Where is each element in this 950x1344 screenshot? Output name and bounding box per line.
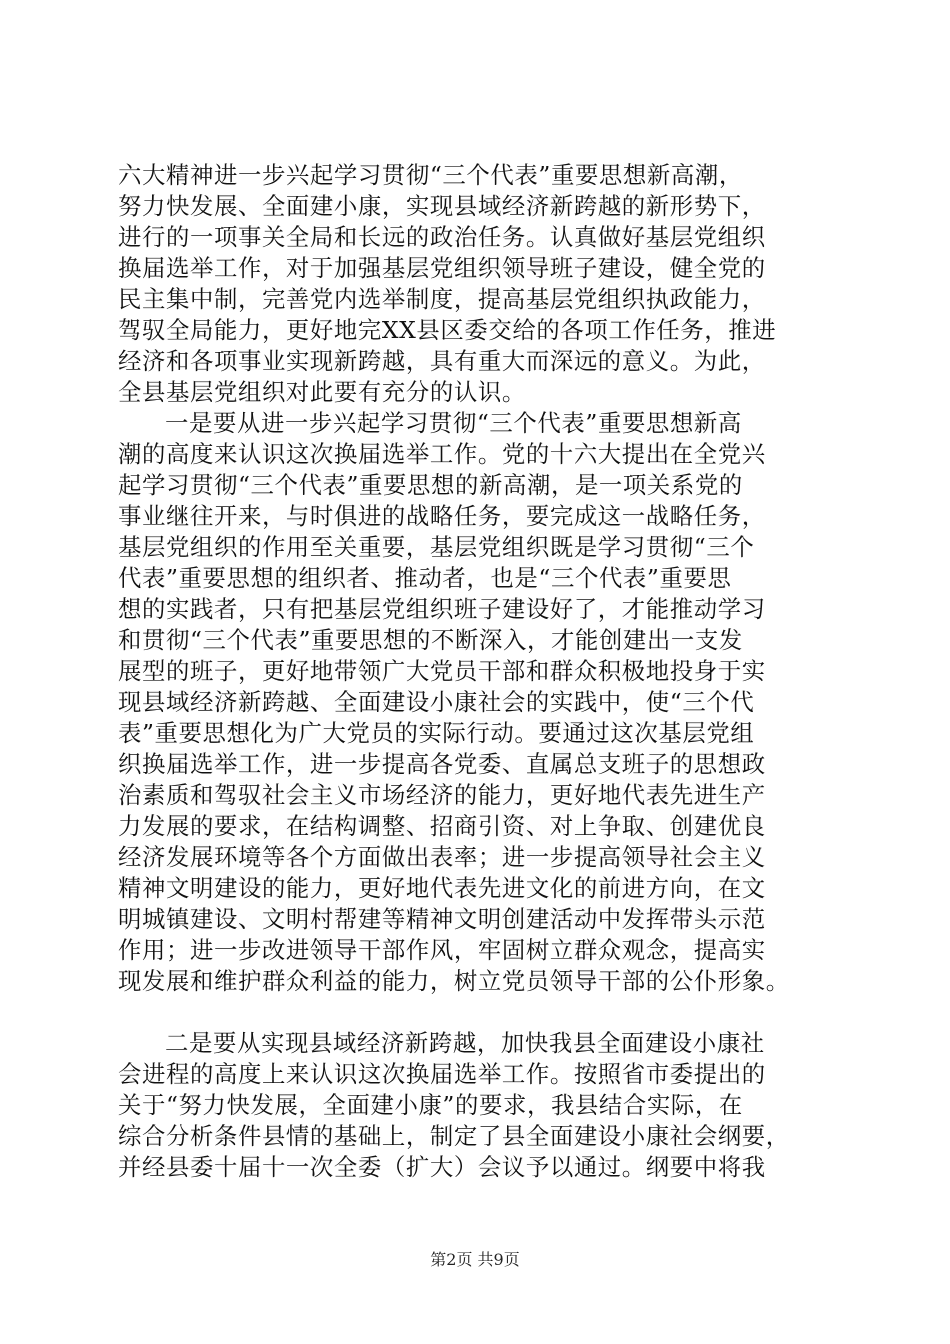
- text-line: 潮的高度来认识这次换届选举工作。党的十六大提出在全党兴: [118, 440, 766, 468]
- text-line: 并经县委十届十一次全委（扩大）会议予以通过。纲要中将我: [118, 1153, 766, 1181]
- text-line: 六大精神进一步兴起学习贯彻“三个代表”重要思想新高潮，: [118, 161, 743, 189]
- text-line: 进行的一项事关全局和长远的政治任务。认真做好基层党组织: [118, 223, 766, 251]
- text-line: 关于“努力快发展，全面建小康”的要求，我县结合实际，在: [118, 1091, 743, 1119]
- text-line: 基层党组织的作用至关重要，基层党组织既是学习贯彻“三个: [118, 533, 755, 561]
- text-line: 现发展和维护群众利益的能力，树立党员领导干部的公仆形象。: [118, 967, 790, 995]
- text-line: 起学习贯彻“三个代表”重要思想的新高潮，是一项关系党的: [118, 471, 743, 499]
- text-line: 经济发展环境等各个方面做出表率；进一步提高领导社会主义: [118, 843, 766, 871]
- paragraph-spacer: [118, 997, 838, 1028]
- text-line: 民主集中制，完善党内选举制度，提高基层党组织执政能力，: [118, 285, 766, 313]
- page-footer: 第2页 共9页: [430, 1250, 520, 1269]
- text-line: 一是要从进一步兴起学习贯彻“三个代表”重要思想新高: [165, 409, 742, 437]
- text-line: 换届选举工作，对于加强基层党组织领导班子建设，健全党的: [118, 254, 766, 282]
- text-line: 治素质和驾驭社会主义市场经济的能力，更好地代表先进生产: [118, 781, 766, 809]
- text-line: 明城镇建设、文明村帮建等精神文明创建活动中发挥带头示范: [118, 905, 766, 933]
- text-line: 展型的班子，更好地带领广大党员干部和群众积极地投身于实: [118, 657, 766, 685]
- document-body: [118, 160, 838, 1183]
- text-line: 驾驭全局能力，更好地完XX县区委交给的各项工作任务，推进: [118, 316, 777, 344]
- text-line: 表”重要思想化为广大党员的实际行动。要通过这次基层党组: [118, 719, 755, 747]
- text-line: 作用；进一步改进领导干部作风，牢固树立群众观念，提高实: [118, 936, 766, 964]
- paragraph-2: [118, 408, 838, 997]
- text-line: 现县域经济新跨越、全面建设小康社会的实践中，使“三个代: [118, 688, 755, 716]
- paragraph-3: [118, 1028, 838, 1183]
- text-line: 和贯彻“三个代表”重要思想的不断深入，才能创建出一支发: [118, 626, 743, 654]
- text-line: 经济和各项事业实现新跨越，具有重大而深远的意义。为此，: [118, 347, 766, 375]
- text-line: 想的实践者，只有把基层党组织班子建设好了，才能推动学习: [118, 595, 766, 623]
- text-line: 全县基层党组织对此要有充分的认识。: [118, 378, 526, 406]
- paragraph-1: [118, 160, 838, 408]
- text-line: 事业继往开来，与时俱进的战略任务，要完成这一战略任务，: [118, 502, 766, 530]
- text-line: 精神文明建设的能力，更好地代表先进文化的前进方向，在文: [118, 874, 766, 902]
- text-line: 织换届选举工作，进一步提高各党委、直属总支班子的思想政: [118, 750, 766, 778]
- text-line: 力发展的要求，在结构调整、招商引资、对上争取、创建优良: [118, 812, 766, 840]
- text-line: 二是要从实现县域经济新跨越，加快我县全面建设小康社: [165, 1029, 765, 1057]
- text-line: 代表”重要思想的组织者、推动者，也是“三个代表”重要思: [118, 564, 732, 592]
- text-line: 会进程的高度上来认识这次换届选举工作。按照省市委提出的: [118, 1060, 766, 1088]
- text-line: 努力快发展、全面建小康，实现县域经济新跨越的新形势下，: [118, 192, 766, 220]
- text-line: 综合分析条件县情的基础上，制定了县全面建设小康社会纲要，: [118, 1122, 790, 1150]
